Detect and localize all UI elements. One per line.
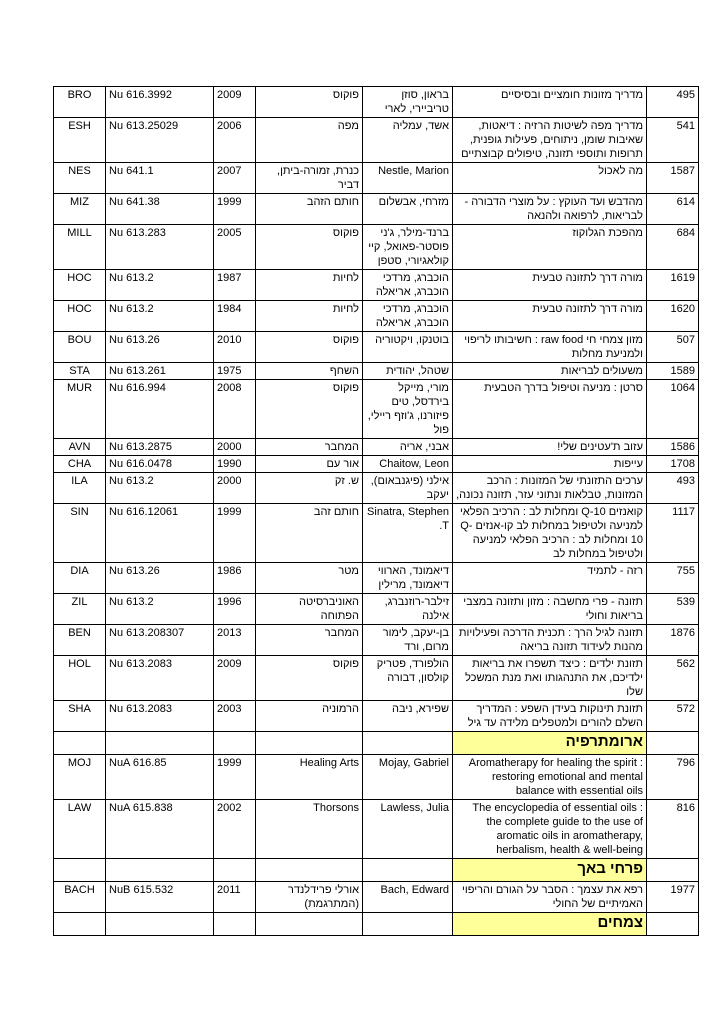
table-row: [54, 87, 699, 118]
author-cell: מורי, מייקל בירדסל, טים פיזורנו, ג'וזף ריילי, פול: [363, 380, 453, 439]
author-code-cell: ZIL: [54, 594, 106, 625]
publisher-cell: Healing Arts: [256, 755, 363, 800]
author-cell: זילבר-רוזנברג, אילנה: [363, 594, 453, 625]
year-cell: 2009: [214, 656, 256, 701]
author-code-cell: BRO: [54, 87, 106, 118]
call-number-cell: Nu 613.261: [106, 363, 214, 380]
title-cell: תזונת ילדים : כיצד תשפרו את בריאות ילדיכם, את התנהגותו ואת מנת המשכל שלו: [453, 656, 647, 701]
publisher-cell: המחבר: [256, 439, 363, 456]
call-number-cell: Nu 616.3992: [106, 87, 214, 118]
call-number-cell: Nu 641.38: [106, 194, 214, 225]
call-number-cell: Nu 613.2083: [106, 701, 214, 732]
title-cell: תזונת תינוקות בעידן השפע : המדריך השלם להורים ולמטפלים מלידה עד גיל: [453, 701, 647, 732]
call-number-cell: Nu 616.994: [106, 380, 214, 439]
year-cell: 1996: [214, 594, 256, 625]
author-code-cell: SHA: [54, 701, 106, 732]
empty-cell: [106, 732, 214, 755]
section-heading: צמחים: [453, 913, 647, 936]
publisher-cell: פוקוס: [256, 225, 363, 270]
record-number-cell: 1117: [647, 504, 699, 563]
title-cell: מה לאכול: [453, 163, 647, 194]
section-row: [54, 913, 699, 936]
publisher-cell: פוקוס: [256, 380, 363, 439]
call-number-cell: Nu 613.283: [106, 225, 214, 270]
table-row: [54, 194, 699, 225]
author-code-cell: HOC: [54, 270, 106, 301]
table-row: [54, 656, 699, 701]
author-code-cell: HOC: [54, 301, 106, 332]
call-number-cell: Nu 613.26: [106, 563, 214, 594]
call-number-cell: Nu 613.2083: [106, 656, 214, 701]
publisher-cell: השחף: [256, 363, 363, 380]
publisher-cell: אורלי פרידלנדר (המתרגמת): [256, 882, 363, 913]
title-cell: תזונה - פרי מחשבה : מזון ותזונה במצבי בריאות וחולי: [453, 594, 647, 625]
author-cell: Bach, Edward: [363, 882, 453, 913]
publisher-cell: פוקוס: [256, 87, 363, 118]
author-code-cell: BOU: [54, 332, 106, 363]
section-heading: פרחי באך: [453, 859, 647, 882]
author-code-cell: BACH: [54, 882, 106, 913]
record-number-cell: 1586: [647, 439, 699, 456]
publisher-cell: המחבר: [256, 625, 363, 656]
record-number-cell: 572: [647, 701, 699, 732]
title-cell: The encyclopedia of essential oils : the complete guide to the use of aromatic oils in aromatherapy, herbalism, health & well-being: [453, 800, 647, 859]
section-row: [54, 732, 699, 755]
author-code-cell: HOL: [54, 656, 106, 701]
publisher-cell: לחיות: [256, 301, 363, 332]
empty-cell: [647, 859, 699, 882]
record-number-cell: 1620: [647, 301, 699, 332]
title-cell: סרטן : מניעה וטיפול בדרך הטבעית: [453, 380, 647, 439]
record-number-cell: 1064: [647, 380, 699, 439]
author-code-cell: BEN: [54, 625, 106, 656]
record-number-cell: 541: [647, 118, 699, 163]
author-code-cell: MOJ: [54, 755, 106, 800]
year-cell: 2005: [214, 225, 256, 270]
year-cell: 2013: [214, 625, 256, 656]
author-cell: Nestle, Marion: [363, 163, 453, 194]
call-number-cell: Nu 613.208307: [106, 625, 214, 656]
title-cell: קואנזים Q-10 ומחלות לב : הרכיב הפלאי למניעה ולטיפול במחלות לב קו-אנזים Q-10 ומחלות לב : הרכיב הפלאי למניעה ולטיפול במחלות לב: [453, 504, 647, 563]
record-number-cell: 562: [647, 656, 699, 701]
table-row: [54, 594, 699, 625]
section-row: [54, 859, 699, 882]
title-cell: מדריך מפה לשיטות הרזיה : דיאטות, שאיבות שומן, ניתוחים, פעילות גופנית, תרופות ותוספי תזונה, טיפולים קבוצתיים: [453, 118, 647, 163]
call-number-cell: Nu 613.2: [106, 473, 214, 504]
year-cell: 2003: [214, 701, 256, 732]
empty-cell: [214, 732, 256, 755]
record-number-cell: 1589: [647, 363, 699, 380]
record-number-cell: 755: [647, 563, 699, 594]
author-cell: מזרחי, אבשלום: [363, 194, 453, 225]
record-number-cell: 539: [647, 594, 699, 625]
author-cell: Mojay, Gabriel: [363, 755, 453, 800]
section-heading: ארומתרפיה: [453, 732, 647, 755]
author-cell: שפירא, ניבה: [363, 701, 453, 732]
author-cell: Sinatra, Stephen T.: [363, 504, 453, 563]
record-number-cell: 507: [647, 332, 699, 363]
title-cell: מהדבש ועד העוקץ : על מוצרי הדבורה - לבריאות, לרפואה ולהנאה: [453, 194, 647, 225]
table-row: [54, 363, 699, 380]
table-row: [54, 439, 699, 456]
year-cell: 1987: [214, 270, 256, 301]
empty-cell: [106, 859, 214, 882]
record-number-cell: 495: [647, 87, 699, 118]
publisher-cell: Thorsons: [256, 800, 363, 859]
call-number-cell: Nu 616.0478: [106, 456, 214, 473]
author-cell: הוכברג, מרדכי הוכברג, אריאלה: [363, 301, 453, 332]
empty-cell: [214, 913, 256, 936]
author-cell: אשד, עמליה: [363, 118, 453, 163]
author-cell: בראון, סוזן טריביירי, לארי: [363, 87, 453, 118]
author-code-cell: AVN: [54, 439, 106, 456]
empty-cell: [54, 859, 106, 882]
author-code-cell: DIA: [54, 563, 106, 594]
record-number-cell: 1876: [647, 625, 699, 656]
title-cell: מדריך מזונות חומציים ובסיסיים: [453, 87, 647, 118]
record-number-cell: 1977: [647, 882, 699, 913]
call-number-cell: NuB 615.532: [106, 882, 214, 913]
author-cell: דיאמונד, הארווי דיאמונד, מרילין: [363, 563, 453, 594]
table-row: [54, 882, 699, 913]
author-code-cell: ESH: [54, 118, 106, 163]
author-cell: הולפורד, פטריק קולסון, דבורה: [363, 656, 453, 701]
publisher-cell: מטר: [256, 563, 363, 594]
call-number-cell: Nu 613.2875: [106, 439, 214, 456]
year-cell: 2006: [214, 118, 256, 163]
year-cell: 1999: [214, 504, 256, 563]
title-cell: מהפכת הגלוקוז: [453, 225, 647, 270]
record-number-cell: 684: [647, 225, 699, 270]
year-cell: 2008: [214, 380, 256, 439]
call-number-cell: Nu 613.25029: [106, 118, 214, 163]
title-cell: רפא את עצמך : הסבר על הגורם והריפוי האמיתיים של החולי: [453, 882, 647, 913]
table-row: [54, 504, 699, 563]
year-cell: 1999: [214, 194, 256, 225]
record-number-cell: 1619: [647, 270, 699, 301]
title-cell: עייפות: [453, 456, 647, 473]
author-cell: Lawless, Julia: [363, 800, 453, 859]
author-code-cell: ILA: [54, 473, 106, 504]
year-cell: 1999: [214, 755, 256, 800]
table-row: [54, 800, 699, 859]
year-cell: 1990: [214, 456, 256, 473]
table-row: [54, 225, 699, 270]
record-number-cell: 816: [647, 800, 699, 859]
author-code-cell: MIZ: [54, 194, 106, 225]
record-number-cell: 796: [647, 755, 699, 800]
empty-cell: [647, 732, 699, 755]
catalog-table: [53, 86, 699, 936]
call-number-cell: Nu 616.12061: [106, 504, 214, 563]
empty-cell: [54, 732, 106, 755]
author-cell: Chaitow, Leon: [363, 456, 453, 473]
year-cell: 2007: [214, 163, 256, 194]
table-row: [54, 456, 699, 473]
year-cell: 2011: [214, 882, 256, 913]
record-number-cell: 493: [647, 473, 699, 504]
empty-cell: [54, 913, 106, 936]
call-number-cell: Nu 613.26: [106, 332, 214, 363]
publisher-cell: כנרת, זמורה-ביתן, דביר: [256, 163, 363, 194]
record-number-cell: 614: [647, 194, 699, 225]
publisher-cell: פוקוס: [256, 332, 363, 363]
publisher-cell: מפה: [256, 118, 363, 163]
table-row: [54, 701, 699, 732]
author-cell: אילני (פיגנבאום), יעקב: [363, 473, 453, 504]
year-cell: 1975: [214, 363, 256, 380]
empty-cell: [256, 732, 363, 755]
title-cell: רזה - לתמיד: [453, 563, 647, 594]
record-number-cell: 1587: [647, 163, 699, 194]
record-number-cell: 1708: [647, 456, 699, 473]
empty-cell: [106, 913, 214, 936]
author-code-cell: SIN: [54, 504, 106, 563]
year-cell: 2000: [214, 439, 256, 456]
author-code-cell: STA: [54, 363, 106, 380]
title-cell: ערכים התזונתי של המזונות : הרכב המזונות, טבלאות ונתוני עזר, תזונה נכונה,: [453, 473, 647, 504]
publisher-cell: ש. זק: [256, 473, 363, 504]
year-cell: 1986: [214, 563, 256, 594]
author-code-cell: NES: [54, 163, 106, 194]
call-number-cell: NuA 616.85: [106, 755, 214, 800]
empty-cell: [363, 732, 453, 755]
year-cell: 2002: [214, 800, 256, 859]
publisher-cell: פוקוס: [256, 656, 363, 701]
catalog-body: [54, 87, 699, 936]
call-number-cell: Nu 613.2: [106, 270, 214, 301]
year-cell: 2009: [214, 87, 256, 118]
author-code-cell: CHA: [54, 456, 106, 473]
table-row: [54, 755, 699, 800]
table-row: [54, 270, 699, 301]
author-cell: הוכברג, מרדכי הוכברג, אריאלה: [363, 270, 453, 301]
table-row: [54, 380, 699, 439]
publisher-cell: חותם הזהב: [256, 194, 363, 225]
year-cell: 2010: [214, 332, 256, 363]
author-cell: ברנד-מילר, ג'ני פוסטר-פאואל, קיי קולאגיורי, סטפן: [363, 225, 453, 270]
empty-cell: [647, 913, 699, 936]
table-row: [54, 332, 699, 363]
empty-cell: [363, 913, 453, 936]
author-cell: בוטנקו, ויקטוריה: [363, 332, 453, 363]
author-code-cell: MUR: [54, 380, 106, 439]
call-number-cell: Nu 613.2: [106, 594, 214, 625]
author-code-cell: LAW: [54, 800, 106, 859]
title-cell: עזוב ת'עטינים שלי!: [453, 439, 647, 456]
publisher-cell: אור עם: [256, 456, 363, 473]
empty-cell: [214, 859, 256, 882]
publisher-cell: האוניברסיטה הפתוחה: [256, 594, 363, 625]
empty-cell: [363, 859, 453, 882]
publisher-cell: חותם זהב: [256, 504, 363, 563]
table-row: [54, 625, 699, 656]
table-row: [54, 473, 699, 504]
call-number-cell: Nu 613.2: [106, 301, 214, 332]
call-number-cell: Nu 641.1: [106, 163, 214, 194]
year-cell: 2000: [214, 473, 256, 504]
publisher-cell: הרמוניה: [256, 701, 363, 732]
title-cell: משעולים לבריאות: [453, 363, 647, 380]
author-cell: אבני, אריה: [363, 439, 453, 456]
year-cell: 1984: [214, 301, 256, 332]
title-cell: מורה דרך לתזונה טבעית: [453, 270, 647, 301]
title-cell: מזון צמחי חי raw food : חשיבותו לריפוי ולמניעת מחלות: [453, 332, 647, 363]
table-row: [54, 301, 699, 332]
publisher-cell: לחיות: [256, 270, 363, 301]
empty-cell: [256, 859, 363, 882]
table-row: [54, 163, 699, 194]
author-cell: שטהל, יהודית: [363, 363, 453, 380]
empty-cell: [256, 913, 363, 936]
author-code-cell: MILL: [54, 225, 106, 270]
title-cell: תזונה לגיל הרך : תכנית הדרכה ופעילויות מהנות לעידוד תזונה בריאה: [453, 625, 647, 656]
table-row: [54, 563, 699, 594]
table-row: [54, 118, 699, 163]
call-number-cell: NuA 615.838: [106, 800, 214, 859]
title-cell: מורה דרך לתזונה טבעית: [453, 301, 647, 332]
author-cell: בן-יעקב, לימור מרום, ורד: [363, 625, 453, 656]
title-cell: Aromatherapy for healing the spirit : restoring emotional and mental balance with essential oils: [453, 755, 647, 800]
